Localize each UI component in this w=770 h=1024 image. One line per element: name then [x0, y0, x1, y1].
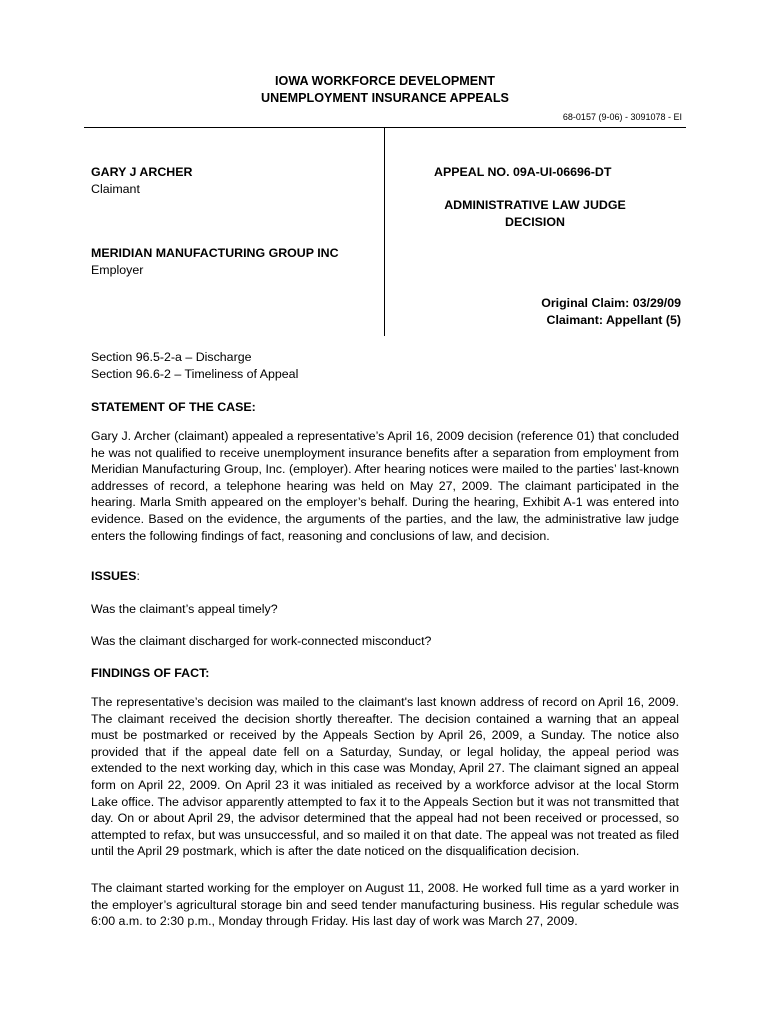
decision-title-line2: DECISION — [505, 215, 565, 229]
agency-subtitle: UNEMPLOYMENT INSURANCE APPEALS — [261, 91, 509, 105]
issues-heading: ISSUES — [91, 569, 137, 583]
findings-heading: FINDINGS OF FACT: — [91, 666, 210, 680]
employer-role: Employer — [91, 263, 144, 277]
agency-title: IOWA WORKFORCE DEVELOPMENT — [275, 74, 495, 88]
section-discharge: Section 96.5-2-a – Discharge — [91, 350, 252, 364]
decision-title-line1: ADMINISTRATIVE LAW JUDGE — [444, 198, 626, 212]
claimant-role: Claimant — [91, 182, 140, 196]
findings-paragraph-1: The representative’s decision was mailed to the claimant's last known address of record on April 16, 2009. The claimant received the decision shortly thereafter. The decision contained a warning that an appeal must be postmarked or received by the Appeals Section by April 26, 2009, a Sunday. The notice also provided that if the appeal date fell on a Saturday, Sunday, or legal holiday, the appeal period was extended to the next working day, which in this case was Monday, April 27. The claimant signed an appeal form on April 22, 2009. On April 23 it was initialed as received by a workforce advisor at the local Storm Lake office. The advisor apparently attempted to fax it to the Appeals Section but it was not transmitted that day. On or about April 29, the advisor determined that the appeal had not been received or processed, so attempted to refax, but was unsuccessful, and so mailed it on that date. The appeal was not treated as filed until the April 29 postmark, which is after the date noticed on the disqualification decision. — [91, 695, 679, 859]
statement-paragraph: Gary J. Archer (claimant) appealed a representative’s April 16, 2009 decision (reference 01) that concluded he was not qualified to receive unemployment insurance benefits after a separation from employment from Meridian Manufacturing Group, Inc. (employer). After hearing notices were mailed to the parties’ last-known addresses of record, a telephone hearing was held on May 27, 2009. The claimant participated in the hearing. Marla Smith appeared on the employer’s behalf. During the hearing, Exhibit A-1 was entered into evidence. Based on the evidence, the arguments of the parties, and the law, the administrative law judge enters the following findings of fact, reasoning and conclusions of law, and decision. — [91, 429, 679, 543]
claimant-status: Claimant: Appellant (5) — [546, 313, 681, 327]
issues-heading-wrap — [91, 568, 140, 585]
employer-name: MERIDIAN MANUFACTURING GROUP INC — [91, 246, 339, 260]
appeal-number: APPEAL NO. 09A-UI-06696-DT — [434, 165, 612, 179]
claimant-name: GARY J ARCHER — [91, 165, 193, 179]
form-number: 68-0157 (9-06) - 3091078 - EI — [562, 112, 682, 122]
column-divider — [384, 127, 385, 336]
issue-misconduct: Was the claimant discharged for work-connected misconduct? — [91, 634, 432, 648]
statement-heading: STATEMENT OF THE CASE: — [91, 400, 256, 414]
issue-timeliness: Was the claimant’s appeal timely? — [91, 602, 278, 616]
findings-paragraph-2: The claimant started working for the employer on August 11, 2008. He worked full time as a yard worker in the employer’s agricultural storage bin and seed tender manufacturing business. His regular schedule was 6:00 a.m. to 2:30 p.m., Monday through Friday. His last day of work was March 27, 2009. — [91, 881, 679, 929]
issues-colon: : — [136, 569, 140, 583]
section-timeliness: Section 96.6-2 – Timeliness of Appeal — [91, 367, 299, 381]
header-rule — [84, 127, 686, 128]
original-claim: Original Claim: 03/29/09 — [541, 296, 681, 310]
